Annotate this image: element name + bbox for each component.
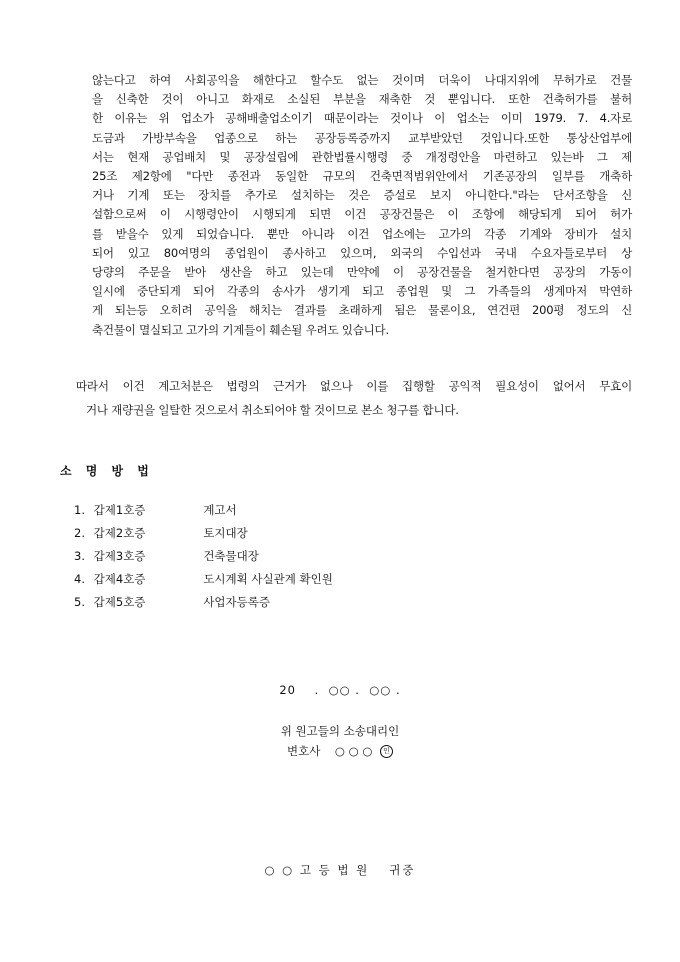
body-line: 축건물이 멸실되고 고가의 기계들이 훼손될 우려도 있습니다. [92, 322, 389, 337]
lawyer-line [0, 743, 680, 759]
evidence-number: 4. [74, 572, 85, 586]
seal-icon: 인 [380, 745, 393, 758]
evidence-document: 도시계획 사실관계 확인원 [203, 572, 333, 586]
body-line: 되어 있고 80여명의 종업원이 종사하고 있으며, 외국의 수입선과 국내 수요자들로부터 상 [92, 245, 632, 260]
evidence-item [74, 591, 333, 614]
court-addressee [0, 862, 680, 878]
body-line: 25조 제2항에 "다만 종전과 동일한 규모의 건축면적범위안에서 기존공장의 일부를 개축하 [92, 169, 632, 184]
evidence-item [74, 499, 333, 522]
body-line: 한 이유는 위 업소가 공해배출업소이기 때문이라는 것이나 이 업소는 이미 1979. 7. 4.자로 [92, 111, 632, 126]
evidence-id: 갑제5호증 [93, 595, 146, 609]
evidence-number: 2. [74, 526, 85, 540]
evidence-item [74, 545, 333, 568]
body-line: 일시에 중단되게 되어 각종의 송사가 생기게 되고 종업원 및 그 가족들의 생계마저 막연하 [92, 284, 632, 299]
evidence-item [74, 568, 333, 591]
evidence-item [74, 522, 333, 545]
evidence-id: 갑제1호증 [93, 503, 146, 517]
agent-line: 위 원고들의 소송대리인 [280, 724, 400, 738]
body-line: 게 되는등 오히려 공익을 해치는 결과를 초래하게 됨은 물론이요, 연건편 200평 정도의 신 [92, 303, 632, 318]
court-suffix: 귀중 [389, 863, 416, 877]
body-line: 도금과 가방부속을 업종으로 하는 공장등록증까지 교부받았던 것입니다.또한 통상산업부에 [92, 130, 632, 145]
evidence-id: 갑제2호증 [93, 526, 146, 540]
evidence-number: 5. [74, 595, 85, 609]
evidence-document: 계고서 [203, 503, 237, 517]
body-line: 거나 기계 또는 장치를 추가로 설치하는 것은 증설로 보지 아니한다."라는 단서조항을 신 [92, 188, 632, 203]
court-name: ○ ○ 고 등 법 원 [264, 863, 370, 877]
body-line: 서는 현재 공업배치 및 공장설립에 관한법률시행령 중 개정령안을 마련하고 있는바 그 제 [92, 149, 632, 164]
date-text: 20 . ○○ . ○○ . [279, 683, 401, 697]
body-line: 당량의 주문을 받아 생산을 하고 있는데 만약에 이 공장건물을 철거한다면 공장의 가동이 [92, 265, 632, 280]
evidence-document: 사업자등록증 [203, 595, 270, 609]
evidence-number: 1. [74, 503, 85, 517]
evidence-list [74, 499, 333, 614]
lawyer-name: 변호사 ○ ○ ○ [286, 744, 373, 758]
body-paragraph [92, 71, 632, 340]
evidence-id: 갑제3호증 [93, 549, 146, 563]
body-line: 를 받을수 있게 되었습니다. 뿐만 아니라 이건 업소에는 고가의 각종 기계와 장비가 설치 [92, 226, 632, 241]
conclusion-line: 따라서 이건 계고처분은 법령의 근거가 없으나 이를 집행할 공익적 필요성이 없어서 무효이 [76, 379, 632, 393]
body-line: 설함으로써 이 시행령안이 시행되게 되면 이건 공장건물은 이 조항에 해당되게 되어 허가 [92, 207, 632, 222]
evidence-document: 건축물대장 [203, 549, 259, 563]
evidence-number: 3. [74, 549, 85, 563]
evidence-document: 토지대장 [203, 526, 248, 540]
filing-date [0, 683, 680, 697]
evidence-id: 갑제4호증 [93, 572, 146, 586]
body-line: 않는다고 하여 사회공익을 해한다고 할수도 없는 것이며 더욱이 나대지위에 무허가로 건물 [92, 73, 632, 87]
conclusion-paragraph [76, 374, 632, 422]
body-line: 을 신축한 것이 아니고 화재로 소실된 부분을 재축한 것 뿐입니다. 또한 건축허가를 불허 [92, 92, 632, 107]
evidence-section-title: 소 명 방 법 [60, 464, 154, 478]
conclusion-line: 거나 재량권을 일탈한 것으로서 취소되어야 할 것이므로 본소 청구를 합니다. [86, 403, 459, 417]
